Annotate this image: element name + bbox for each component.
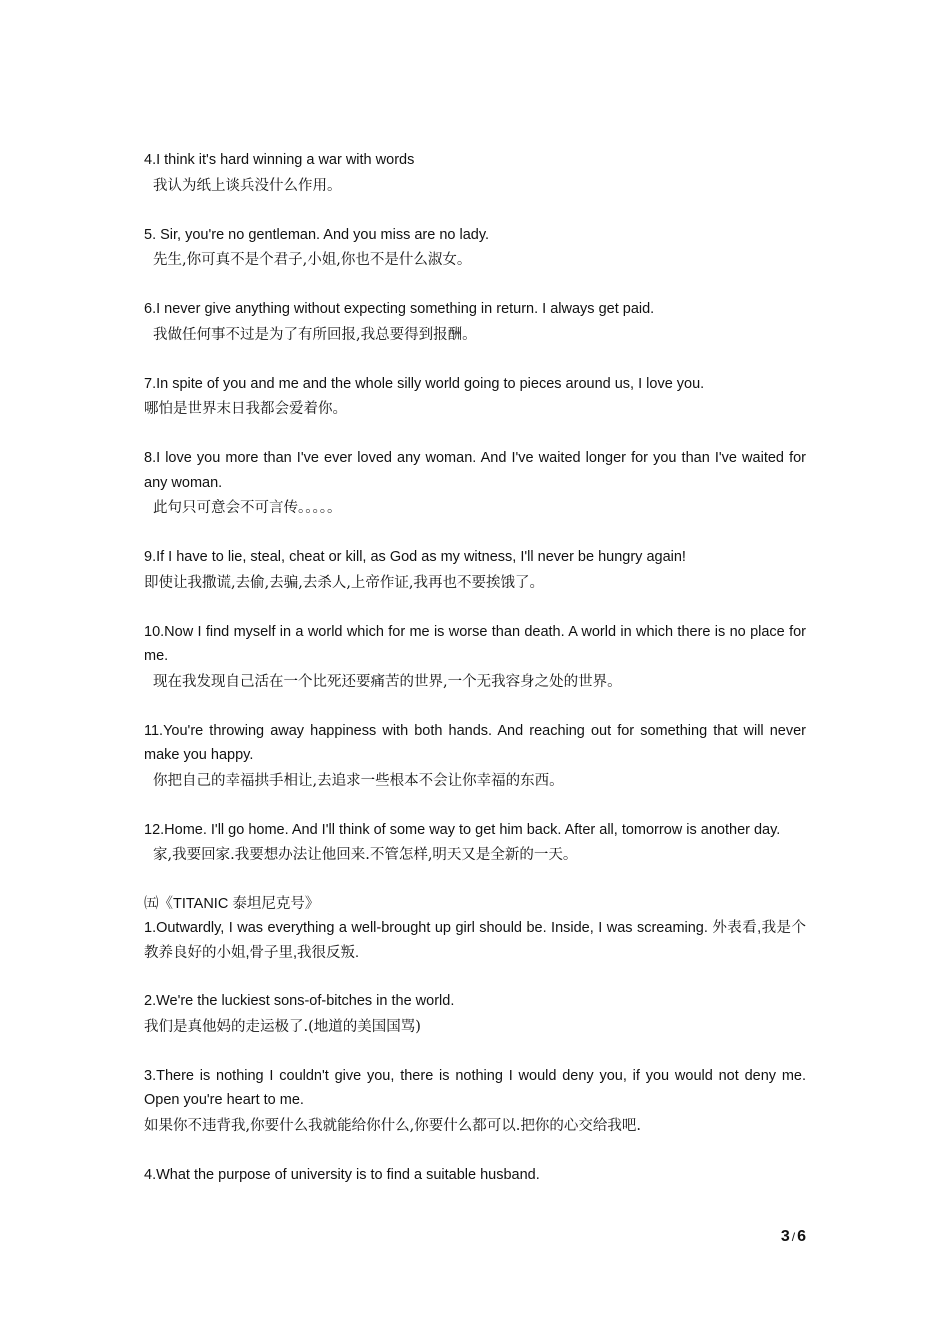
- quote-english: 3.There is nothing I couldn't give you, there is nothing I would deny you, if you would not deny me. Open you're heart to me.: [144, 1067, 806, 1108]
- quote-english: 5. Sir, you're no gentleman. And you miss are no lady.: [144, 226, 490, 243]
- quote-chinese: 此句只可意会不可言传。。。。。: [153, 500, 342, 516]
- quote-item-12: [144, 818, 806, 869]
- quote-english: 4.I think it's hard winning a war with words: [144, 152, 415, 168]
- titanic-item-4: [144, 1163, 806, 1188]
- titanic-item-3: [144, 1064, 806, 1139]
- page-separator: /: [791, 1230, 796, 1244]
- quote-chinese: 我们是真他妈的走运极了.(地道的美国国骂): [144, 1018, 421, 1035]
- quote-chinese: 先生,你可真不是个君子,小姐,你也不是什么淑女。: [153, 252, 472, 268]
- quote-english: 7.In spite of you and me and the whole silly world going to pieces around us, I love you.: [144, 375, 705, 392]
- quote-chinese: 我认为纸上谈兵没什么作用。: [153, 177, 342, 194]
- quote-chinese: 如果你不违背我,你要什么我就能给你什么,你要什么都可以.把你的心交给我吧.: [144, 1117, 641, 1134]
- quote-english: 9.If I have to lie, steal, cheat or kill, as God as my witness, I'll never be hungry again!: [144, 549, 686, 565]
- titanic-item-2: [144, 989, 806, 1040]
- quote-item-6: [144, 297, 806, 348]
- page-total: 6: [797, 1228, 806, 1245]
- quote-chinese: 现在我发现自己活在一个比死还要痛苦的世界,一个无我容身之处的世界。: [153, 673, 622, 690]
- quote-chinese: 家,我要回家.我要想办法让他回来.不管怎样,明天又是全新的一天。: [153, 847, 578, 863]
- quote-english: 10.Now I find myself in a world which for me is worse than death. A world in which there is no place for me.: [144, 623, 806, 664]
- quote-chinese: 即使让我撒谎,去偷,去骗,去杀人,上帝作证,我再也不要挨饿了。: [144, 574, 545, 591]
- quote-item-8: [144, 446, 806, 521]
- quote-item-7: [144, 372, 806, 423]
- quote-english: 1.Outwardly, I was everything a well-brought up girl should be. Inside, I was screaming. 外表看,我是个教养良好的小姐,骨子里,我很反叛.: [144, 920, 806, 961]
- quote-english: 2.We're the luckiest sons-of-bitches in the world.: [144, 993, 455, 1009]
- quote-chinese: 我做任何事不过是为了有所回报,我总要得到报酬。: [153, 326, 477, 343]
- quote-item-4: [144, 148, 806, 199]
- quote-english: 11.You're throwing away happiness with both hands. And reaching out for something that will never make you happy.: [144, 722, 806, 763]
- quote-chinese: 哪怕是世界末日我都会爱着你。: [144, 401, 347, 417]
- page-current: 3: [780, 1228, 790, 1245]
- page-number: [781, 1228, 806, 1246]
- quote-chinese: 你把自己的幸福拱手相让,去追求一些根本不会让你幸福的东西。: [153, 772, 564, 789]
- quote-english: 6.I never give anything without expecting something in return. I always get paid.: [144, 301, 655, 317]
- quote-item-10: [144, 620, 806, 695]
- titanic-section: [144, 892, 806, 965]
- quote-english: 8.I love you more than I've ever loved any woman. And I've waited longer for you than I've waited for any woman.: [144, 450, 806, 491]
- quote-english: 4.What the purpose of university is to find a suitable husband.: [144, 1166, 540, 1183]
- page-content: [144, 148, 806, 1187]
- quote-english: 12.Home. I'll go home. And I'll think of some way to get him back. After all, tomorrow is another day.: [144, 821, 781, 838]
- quote-item-11: [144, 719, 806, 794]
- section-heading: ㈤《TITANIC 泰坦尼克号》: [144, 896, 320, 912]
- quote-item-5: [144, 223, 806, 274]
- quote-item-9: [144, 545, 806, 596]
